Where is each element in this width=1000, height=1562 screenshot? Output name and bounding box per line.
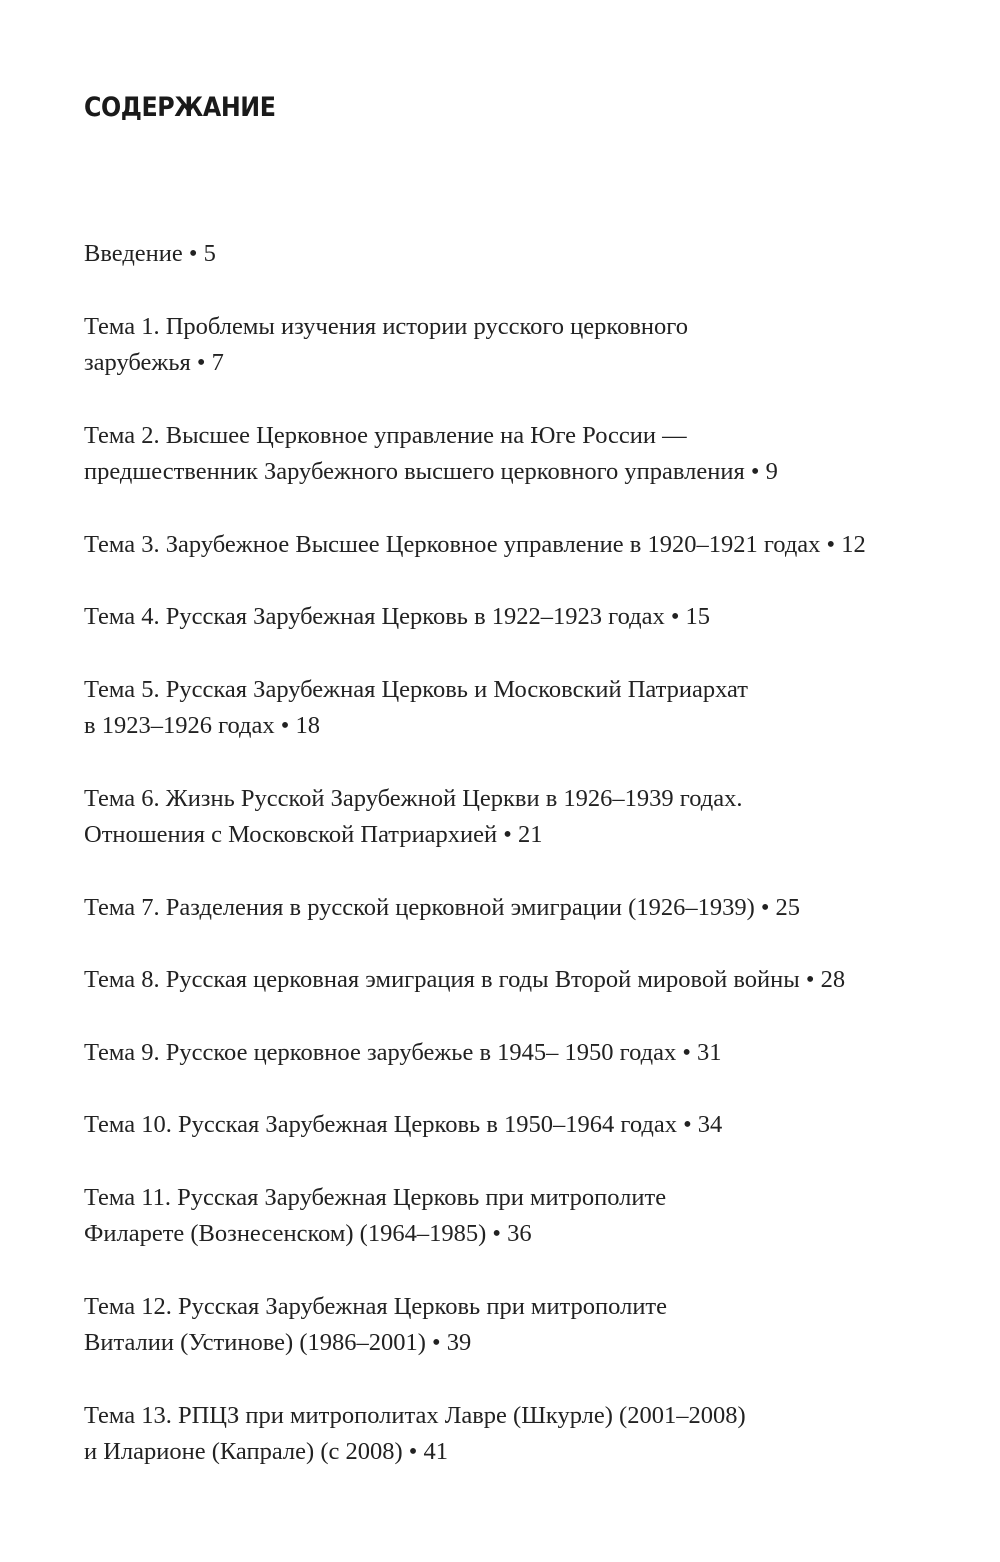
- page-title: СОДЕРЖАНИЕ: [84, 92, 276, 123]
- toc-entry-text: Филарете (Вознесенском) (1964–1985) • 36: [84, 1220, 532, 1247]
- toc-entry-text: Тема 3. Зарубежное Высшее Церковное управление в 1920–1921 годах • 12: [84, 530, 866, 558]
- toc-entry-text: предшественник Зарубежного высшего церковного управления • 9: [84, 458, 778, 485]
- toc-entry-text: зарубежья • 7: [84, 349, 224, 376]
- toc-entry-text: Тема 13. РПЦЗ при митрополитах Лавре (Шкурле) (2001–2008): [84, 1401, 746, 1429]
- toc-entry-text: Тема 8. Русская церковная эмиграция в годы Второй мировой войны • 28: [84, 966, 846, 993]
- toc-entry: [84, 962, 964, 999]
- toc-entry-text: Тема 7. Разделения в русской церковной эмиграции (1926–1939) • 25: [84, 893, 801, 921]
- toc-entry-text: Введение • 5: [84, 240, 216, 267]
- toc-entry: [84, 1107, 964, 1144]
- toc-entry-text: Тема 2. Высшее Церковное управление на Юге России —: [84, 421, 687, 449]
- toc-entry-text: в 1923–1926 годах • 18: [84, 712, 320, 739]
- toc-entry-text: Тема 4. Русская Зарубежная Церковь в 1922–1923 годах • 15: [84, 603, 711, 630]
- toc-entry-text: Отношения с Московской Патриархией • 21: [84, 821, 543, 848]
- toc-entry-text: Тема 6. Жизнь Русской Зарубежной Церкви в 1926–1939 годах.: [84, 784, 743, 812]
- toc-entry: [84, 672, 964, 745]
- toc-entry: [84, 599, 964, 636]
- toc-entry-text: Тема 11. Русская Зарубежная Церковь при митрополите: [84, 1183, 667, 1211]
- toc-entry-text: Тема 10. Русская Зарубежная Церковь в 1950–1964 годах • 34: [84, 1111, 723, 1138]
- toc-entry-text: Тема 12. Русская Зарубежная Церковь при митрополите: [84, 1292, 668, 1320]
- toc-entry: [84, 309, 964, 382]
- toc-entry: [84, 418, 964, 491]
- toc-entry-text: Тема 9. Русское церковное зарубежье в 1945– 1950 годах • 31: [84, 1038, 722, 1066]
- toc-entry: [84, 1035, 964, 1072]
- toc-entry-text: Тема 5. Русская Зарубежная Церковь и Московский Патриархат: [84, 675, 748, 703]
- table-of-contents: [84, 236, 964, 1507]
- toc-entry-text: Виталии (Устинове) (1986–2001) • 39: [84, 1329, 472, 1356]
- toc-entry: [84, 1289, 964, 1362]
- toc-entry: [84, 1180, 964, 1253]
- toc-entry: [84, 1398, 964, 1471]
- toc-entry: [84, 236, 964, 273]
- toc-entry: [84, 527, 964, 564]
- toc-entry-text: и Иларионе (Капрале) (с 2008) • 41: [84, 1438, 448, 1465]
- toc-entry: [84, 890, 964, 927]
- toc-entry-text: Тема 1. Проблемы изучения истории русского церковного: [84, 312, 688, 340]
- toc-entry: [84, 781, 964, 854]
